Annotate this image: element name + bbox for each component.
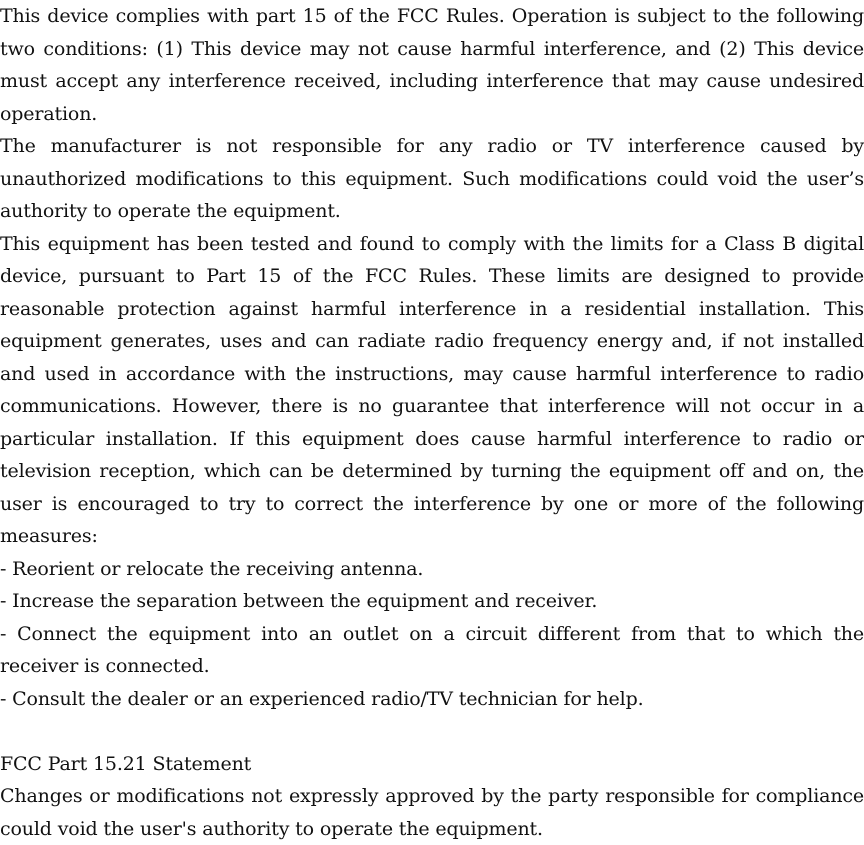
manufacturer-paragraph: The manufacturer is not responsible for any radio or TV interference caused by unauthorized modifications to this equipment. Such modifications could void the user’s authority to operate the equipment.	[0, 135, 864, 222]
compliance-paragraph: This device complies with part 15 of the FCC Rules. Operation is subject to the following two conditions: (1) This device may not cause harmful interference, and (2) This device must accept any interference received, including interference that may cause undesired operation.	[0, 5, 864, 125]
statement-body: Changes or modifications not expressly approved by the party responsible for compliance could void the user's authority to operate the equipment.	[0, 785, 864, 840]
measure-item: - Consult the dealer or an experienced radio/TV technician for help.	[0, 687, 644, 710]
class-b-paragraph: This equipment has been tested and found to comply with the limits for a Class B digital device, pursuant to Part 15 of the FCC Rules. These limits are designed to provide reasonable protection against harmful interference in a residential installation. This equipment generates, uses and can radiate radio frequency energy and, if not installed and used in accordance with the instructions, may cause harmful interference to radio communications. However, there is no guarantee that interference will not occur in a particular installation. If this equipment does cause harmful interference to radio or television reception, which can be determined by turning the equipment off and on, the user is encouraged to try to correct the interference by one or more of the following measures:	[0, 232, 864, 547]
measure-item: - Increase the separation between the equipment and receiver.	[0, 590, 598, 612]
measure-item: - Connect the equipment into an outlet on a circuit different from that to which the receiver is connected.	[0, 622, 864, 677]
measure-item: - Reorient or relocate the receiving antenna.	[0, 557, 424, 580]
statement-heading: FCC Part 15.21 Statement	[0, 752, 252, 775]
section-gap	[0, 715, 864, 748]
